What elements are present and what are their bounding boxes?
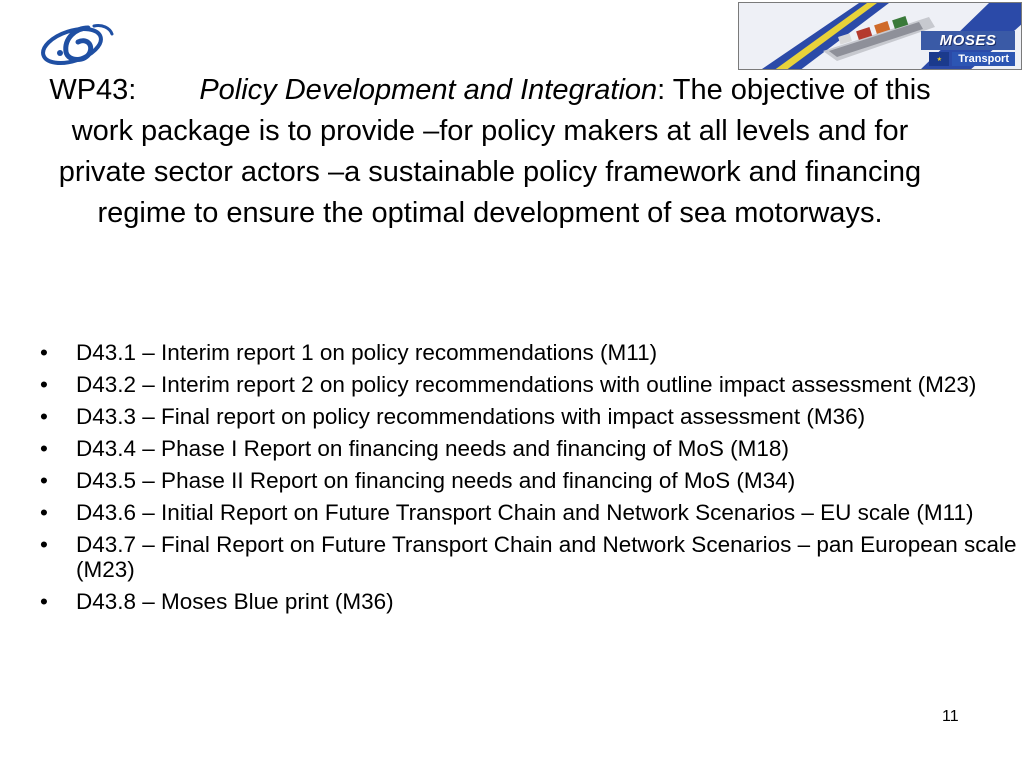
moses-sub-row [921, 52, 1015, 66]
list-item [28, 500, 1018, 525]
work-package-title: Policy Development and Integration [199, 74, 658, 106]
deliverable-text: D43.1 – Interim report 1 on policy recommendations (M11) [76, 340, 658, 365]
list-item [28, 436, 1018, 461]
bullet-icon: • [40, 500, 48, 525]
bullet-icon: • [40, 372, 48, 397]
deliverable-text: D43.2 – Interim report 2 on policy recommendations with outline impact assessment (M23) [76, 372, 977, 397]
list-item [28, 340, 1018, 365]
moses-name: MOSES [921, 31, 1015, 50]
deliverable-text: D43.8 – Moses Blue print (M36) [76, 589, 394, 614]
deliverable-text: D43.3 – Final report on policy recommendations with impact assessment (M36) [76, 404, 866, 429]
moses-transport-logo [738, 2, 1022, 70]
moses-sub: Transport [952, 52, 1015, 66]
page-number: 11 [942, 708, 959, 725]
work-package-description: : The objective of this work package is to provide –for policy makers at all levels and for private sector actors –a sustainable policy framework and financing regime to ensure the optimal development of sea motorways. [58, 74, 931, 229]
bullet-icon: • [40, 468, 48, 493]
bullet-icon: • [40, 532, 48, 557]
bullet-icon: • [40, 404, 48, 429]
deliverable-text: D43.5 – Phase II Report on financing needs and financing of MoS (M34) [76, 468, 796, 493]
bullet-icon: • [40, 436, 48, 461]
deliverable-text: D43.6 – Initial Report on Future Transport Chain and Network Scenarios – EU scale (M11) [76, 500, 974, 525]
list-item [28, 532, 1018, 582]
moses-wordmark [921, 31, 1015, 66]
list-item [28, 372, 1018, 397]
deliverables-list [28, 340, 1018, 621]
work-package-code: WP43: [49, 74, 137, 106]
list-item [28, 589, 1018, 614]
work-package-intro [40, 70, 940, 234]
deliverable-text: D43.7 – Final Report on Future Transport Chain and Network Scenarios – pan European scale (M23) [76, 532, 1017, 582]
list-item [28, 468, 1018, 493]
bullet-icon: • [40, 589, 48, 614]
list-item [28, 404, 1018, 429]
eu-flag-icon: ★ [929, 52, 949, 66]
fp6-logo-icon [38, 22, 118, 66]
bullet-icon: • [40, 340, 48, 365]
deliverable-text: D43.4 – Phase I Report on financing needs and financing of MoS (M18) [76, 436, 789, 461]
